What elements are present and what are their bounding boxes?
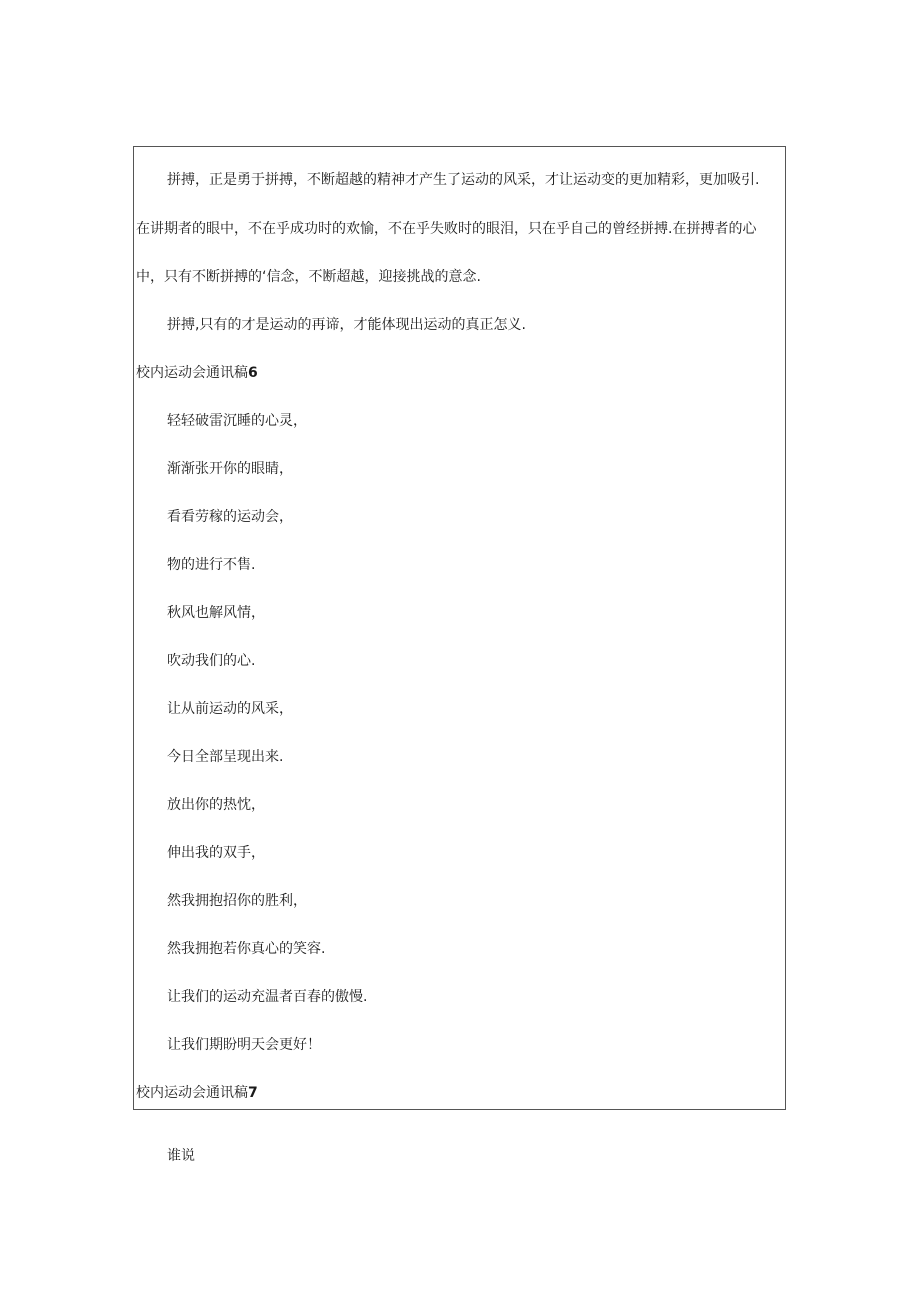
after-frame-line-1: 谁说: [167, 1148, 195, 1164]
poem-line-13: 让我们的运动充温者百春的傲慢.: [167, 989, 368, 1005]
poem-line-5: 秋风也解风情，: [167, 605, 265, 621]
poem-line-14: 让我们期盼明天会更好！: [167, 1037, 321, 1053]
poem-line-9: 放出你的热忱，: [167, 797, 265, 813]
poem-line-10: 伸出我的双手，: [167, 845, 265, 861]
section-heading-7-text: 校内运动会通讯稿: [136, 1085, 248, 1101]
section-heading-7: [136, 1083, 258, 1103]
poem-line-3: 看看劳稼的运动会，: [167, 509, 293, 525]
content-frame: [133, 146, 786, 1110]
paragraph-line-1: 拼搏，正是勇于拼搏，不断超越的精神才产生了运动的风采，才让运动变的更加精彩，更加吸引.: [167, 172, 760, 188]
poem-line-12: 然我拥抱若你真心的笑容.: [167, 941, 326, 957]
paragraph-line-3: 中，只有不断拼搏的‘信念，不断超越，迎接挑战的意念.: [136, 269, 481, 285]
poem-line-8: 今日全部呈现出来.: [167, 749, 284, 765]
paragraph-2: 拼搏,只有的才是运动的再谛，才能体现出运动的真正怎义.: [167, 317, 526, 333]
section-heading-7-number: 7: [248, 1085, 258, 1101]
poem-line-1: 轻轻破雷沉睡的心灵，: [167, 413, 307, 429]
paragraph-line-2: 在讲期者的眼中，不在乎成功时的欢愉，不在乎失败时的眼泪，只在乎自己的曾经拼搏.在拼搏者的心: [136, 221, 757, 237]
poem-line-6: 吹动我们的心.: [167, 653, 256, 669]
section-heading-6-number: 6: [248, 365, 258, 381]
poem-line-4: 物的进行不售.: [167, 557, 256, 573]
poem-line-7: 让从前运动的风采，: [167, 701, 293, 717]
poem-line-11: 然我拥抱招你的胜利，: [167, 893, 307, 909]
poem-line-2: 渐渐张开你的眼睛，: [167, 461, 293, 477]
section-heading-6-text: 校内运动会通讯稿: [136, 365, 248, 381]
section-heading-6: [136, 363, 258, 383]
